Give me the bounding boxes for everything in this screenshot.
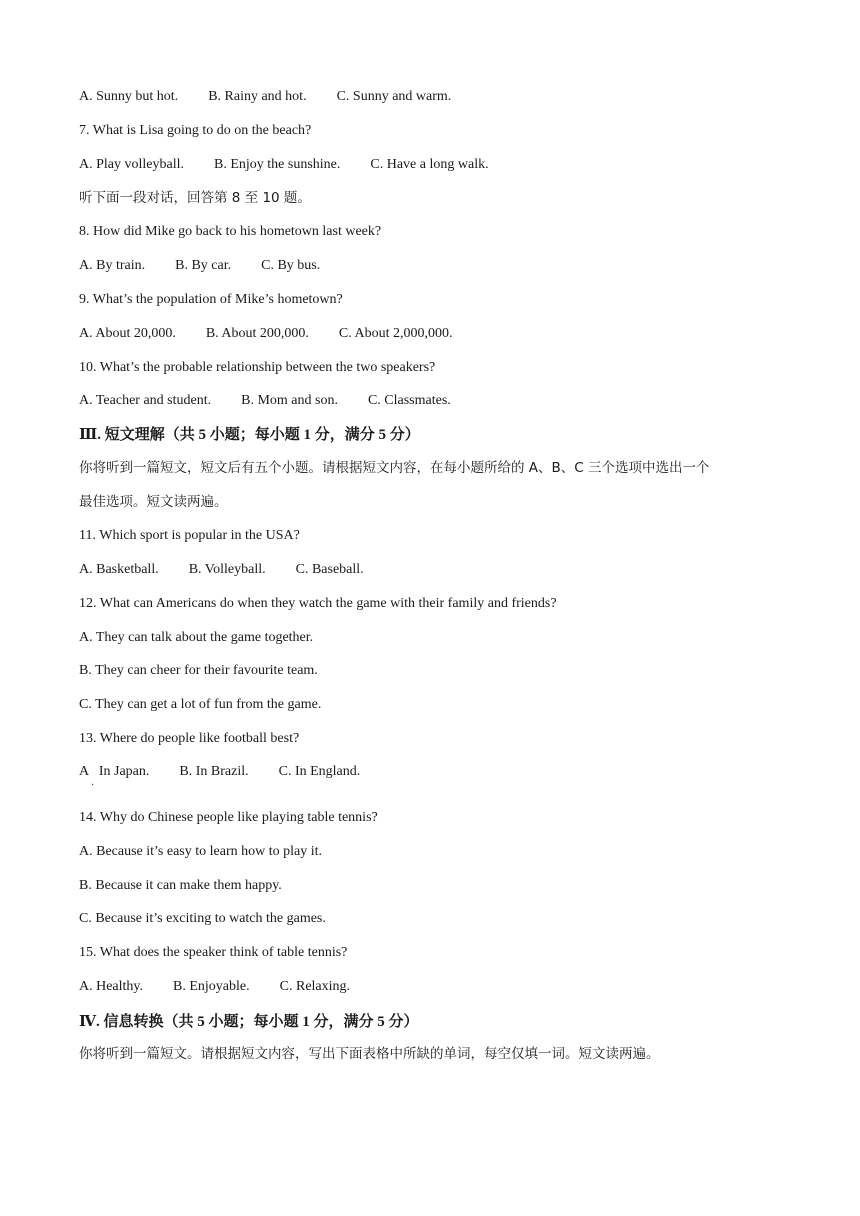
- q12-option-c: C. They can get a lot of fun from the game.: [79, 697, 322, 712]
- q10-options: [79, 392, 451, 410]
- instruction-8-10: 听下面一段对话，回答第 8 至 10 题。: [79, 190, 311, 206]
- q8-question: 8. How did Mike go back to his hometown last week?: [79, 224, 382, 239]
- section-3-instruction-line1: 你将听到一篇短文，短文后有五个小题。请根据短文内容，在每小题所给的 A、B、C 三个选项中选出一个: [79, 460, 710, 476]
- q11-option-c: C. Baseball.: [295, 562, 364, 577]
- q12-option-a: A. They can talk about the game together.: [79, 630, 314, 645]
- q9-option-c: C. About 2,000,000.: [338, 326, 453, 341]
- q15-option-a: A. Healthy.: [79, 979, 144, 994]
- section-4-instruction: 你将听到一篇短文。请根据短文内容，写出下面表格中所缺的单词，每空仅填一词。短文读两遍。: [79, 1046, 660, 1062]
- q15-options: [79, 978, 350, 996]
- q6-option-b: B. Rainy and hot.: [208, 89, 307, 104]
- q8-option-c: C. By bus.: [261, 258, 321, 273]
- q8-option-b: B. By car.: [175, 258, 232, 273]
- q9-option-b: B. About 200,000.: [205, 326, 309, 341]
- q14-question: 14. Why do Chinese people like playing table tennis?: [79, 810, 378, 825]
- q9-options: [79, 325, 453, 343]
- q13-question: 13. Where do people like football best?: [79, 731, 300, 746]
- q12-question: 12. What can Americans do when they watch the game with their family and friends?: [79, 596, 557, 611]
- q8-option-a: A. By train.: [79, 258, 146, 273]
- q7-options: [79, 156, 489, 174]
- q14-option-c: C. Because it’s exciting to watch the games.: [79, 911, 326, 926]
- q15-option-c: C. Relaxing.: [279, 979, 351, 994]
- q9-question: 9. What’s the population of Mike’s hometown?: [79, 292, 343, 307]
- q6-option-a: A. Sunny but hot.: [79, 89, 179, 104]
- q10-option-a: A. Teacher and student.: [79, 393, 212, 408]
- section-3-numeral: Ⅲ: [79, 425, 98, 443]
- section-3-heading: [79, 425, 420, 444]
- q7-option-b: B. Enjoy the sunshine.: [214, 157, 341, 172]
- q10-option-c: C. Classmates.: [367, 393, 451, 408]
- q7-question: 7. What is Lisa going to do on the beach?: [79, 123, 312, 138]
- q13-option-a: A In Japan.: [79, 764, 150, 779]
- q11-option-b: B. Volleyball.: [188, 562, 266, 577]
- section-4-title: . 信息转换（共 5 小题；每小题 1 分，满分 5 分）: [96, 1014, 419, 1030]
- q14-option-b: B. Because it can make them happy.: [79, 878, 282, 893]
- q7-option-a: A. Play volleyball.: [79, 157, 184, 172]
- stray-dot-mark: ·: [91, 780, 95, 791]
- q10-question: 10. What’s the probable relationship between the two speakers?: [79, 360, 436, 375]
- q7-option-c: C. Have a long walk.: [370, 157, 489, 172]
- q13-option-b: B. In Brazil.: [179, 764, 249, 779]
- q15-option-b: B. Enjoyable.: [173, 979, 250, 994]
- q12-option-b: B. They can cheer for their favourite team.: [79, 663, 318, 678]
- section-4-numeral: Ⅳ: [79, 1012, 97, 1030]
- q13-option-c: C. In England.: [278, 764, 361, 779]
- section-4-heading: [79, 1012, 419, 1031]
- q11-question: 11. Which sport is popular in the USA?: [79, 528, 300, 543]
- q10-option-b: B. Mom and son.: [241, 393, 338, 408]
- q15-question: 15. What does the speaker think of table tennis?: [79, 945, 348, 960]
- q9-option-a: A. About 20,000.: [79, 326, 176, 341]
- q14-option-a: A. Because it’s easy to learn how to play it.: [79, 844, 322, 859]
- q6-options: [79, 88, 451, 106]
- q11-option-a: A. Basketball.: [79, 562, 159, 577]
- section-3-instruction-line2: 最佳选项。短文读两遍。: [79, 494, 228, 510]
- q13-options: [79, 763, 360, 781]
- q8-options: [79, 257, 320, 275]
- section-3-title: . 短文理解（共 5 小题；每小题 1 分，满分 5 分）: [97, 427, 420, 443]
- q11-options: [79, 561, 364, 579]
- q6-option-c: C. Sunny and warm.: [336, 89, 452, 104]
